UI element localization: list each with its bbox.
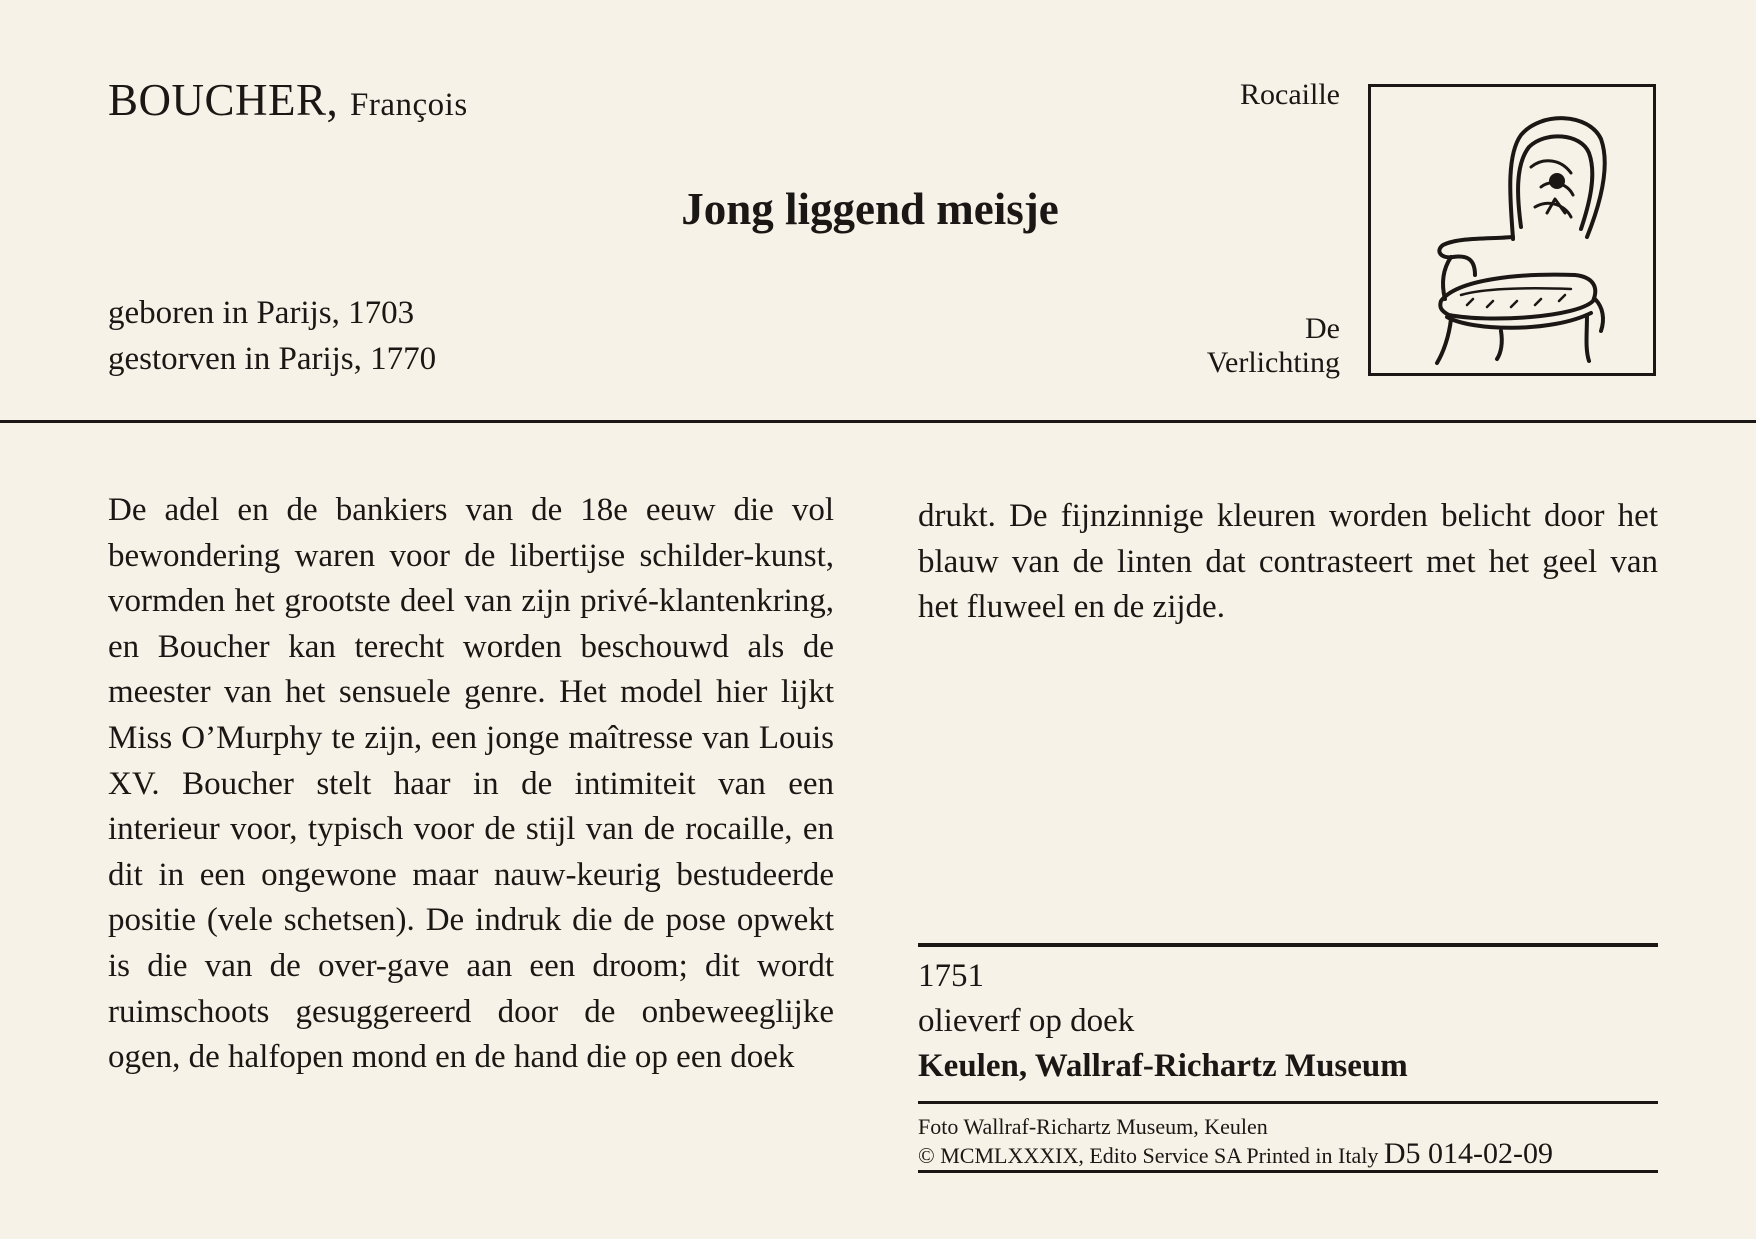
artwork-year: 1751: [918, 958, 984, 994]
credits: [918, 1113, 1658, 1169]
period-label: [1207, 312, 1340, 380]
artwork-location: Keulen, Wallraf-Richartz Museum: [918, 1048, 1408, 1084]
life-dates: [108, 290, 436, 382]
artist-name: [108, 74, 468, 126]
catalog-code: D5 014-02-09: [1383, 1137, 1554, 1170]
style-label: Rocaille: [1240, 78, 1340, 111]
artwork-title: Jong liggend meisje: [681, 184, 1059, 234]
artist-first-name: François: [350, 87, 468, 123]
artwork-medium: olieverf op doek: [918, 1003, 1135, 1039]
meta-bottom-rule: [918, 1170, 1658, 1173]
description-left-column: De adel en de bankiers van de 18e eeuw die vol bewondering waren voor de libertijse schilder-kunst, vormden het grootste deel van zijn privé-klantenkring, en Boucher kan terecht worden beschouwd als de meester van het sensuele genre. Het model hier lijkt Miss O’Murphy te zijn, een jonge maîtresse van Louis XV. Boucher stelt haar in de intimiteit van een interieur voor, typisch voor de stijl van de rocaille, en dit in een ongewone maar nauw-keurig bestudeerde positie (vele schetsen). De indruk die de pose opwekt is die van de over-gave aan een droom; dit wordt ruimschoots gesuggereerd door de onbeweeglijke ogen, de halfopen mond en de hand die op een doek: [108, 492, 834, 1076]
artwork-meta: [918, 954, 1408, 1089]
birth-line: geboren in Parijs, 1703: [108, 295, 415, 331]
period-line-1: De: [1305, 312, 1340, 345]
death-line: gestorven in Parijs, 1770: [108, 341, 437, 377]
copyright-line: [918, 1137, 1658, 1170]
artist-last-name: BOUCHER,: [108, 75, 339, 125]
period-line-2: Verlichting: [1206, 346, 1340, 379]
meta-top-rule: [918, 943, 1658, 947]
style-emblem: [1368, 84, 1656, 376]
copyright-text: © MCMLXXXIX, Edito Service SA Printed in Italy: [918, 1143, 1379, 1168]
photo-credit: Foto Wallraf-Richartz Museum, Keulen: [918, 1114, 1268, 1139]
description-right-column: drukt. De fijnzinnige kleuren worden belicht door het blauw van de linten dat contrasteert met het geel van het fluweel en de zijde.: [918, 498, 1658, 626]
meta-middle-rule: [918, 1101, 1658, 1104]
rococo-armchair-icon: [1371, 87, 1653, 373]
header-divider: [0, 420, 1756, 423]
